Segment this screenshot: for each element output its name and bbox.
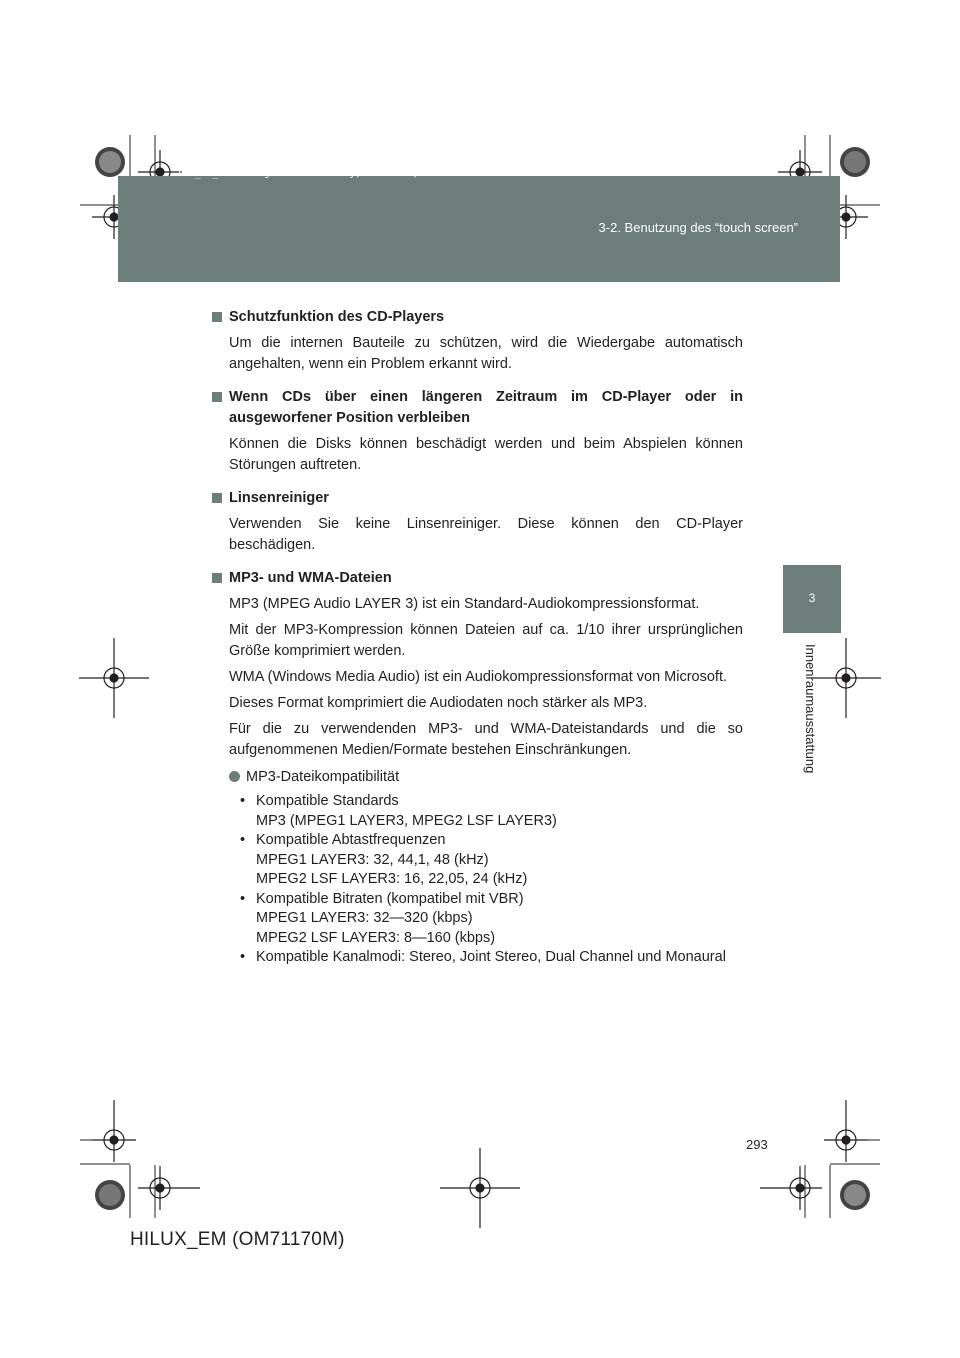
- list-item: • Kompatible Standards MP3 (MPEG1 LAYER3, MPEG2 LSF LAYER3): [240, 793, 557, 829]
- section-heading: Linsenreiniger: [229, 490, 329, 506]
- square-bullet-icon: [212, 493, 222, 503]
- subheading: MP3-Dateikompatibilität: [229, 767, 743, 788]
- footer-code: HILUX_EM (OM71170M): [130, 1229, 345, 1250]
- paragraph: Mit der MP3-Kompression können Dateien auf ca. 1/10 ihrer ursprünglichen Größe komprimiert werden.: [229, 622, 743, 659]
- page-number: 293: [746, 1137, 768, 1152]
- chapter-tab: [783, 565, 841, 633]
- paragraph: Um die internen Bauteile zu schützen, wird die Wiedergabe automatisch angehalten, wenn ein Problem erkannt wird.: [229, 335, 743, 372]
- square-bullet-icon: [212, 573, 222, 583]
- section-title: 3-2. Benutzung des “touch screen”: [598, 220, 798, 235]
- file-stamp: sec_03_02.fm Page 293 Wednesday, March 30, 2011 6:43 PM: [178, 168, 493, 179]
- paragraph: MP3 (MPEG Audio LAYER 3) ist ein Standard-Audiokompressionsformat.: [229, 596, 700, 612]
- paragraph: Für die zu verwendenden MP3- und WMA-Dateistandards und die so aufgenommenen Medien/Formate bestehen Einschränkungen.: [229, 721, 743, 758]
- chapter-number: 3: [808, 591, 816, 605]
- section-heading: Wenn CDs über einen längeren Zeitraum im CD-Player oder in ausgeworfener Position verbleiben: [229, 389, 743, 426]
- section-cd-protection: [212, 307, 743, 375]
- section-heading: Schutzfunktion des CD-Players: [229, 309, 445, 325]
- spec-list: [212, 792, 743, 968]
- square-bullet-icon: [212, 392, 222, 402]
- list-item: • Kompatible Bitraten (kompatibel mit VBR) MPEG1 LAYER3: 32—320 (kbps) MPEG2 LSF LAYER3: 8—160 (kbps): [240, 890, 524, 946]
- section-cds-left-in-player: [212, 387, 743, 476]
- section-mp3-wma: [212, 568, 743, 968]
- list-item: • Kompatible Abtastfrequenzen MPEG1 LAYER3: 32, 44,1, 48 (kHz) MPEG2 LSF LAYER3: 16, 22,05, 24 (kHz): [240, 832, 528, 887]
- main-content: [212, 307, 743, 980]
- paragraph: WMA (Windows Media Audio) ist ein Audiokompressionsformat von Microsoft.: [229, 669, 728, 685]
- list-item: • Kompatible Kanalmodi: Stereo, Joint Stereo, Dual Channel und Monaural: [240, 949, 726, 965]
- paragraph: Verwenden Sie keine Linsenreiniger. Diese können den CD-Player beschädigen.: [229, 516, 743, 553]
- circle-bullet-icon: [229, 771, 240, 782]
- paragraph: Können die Disks können beschädigt werden und beim Abspielen können Störungen auftreten.: [229, 436, 743, 473]
- paragraph: Dieses Format komprimiert die Audiodaten noch stärker als MP3.: [229, 695, 648, 711]
- section-heading: MP3- und WMA-Dateien: [229, 570, 392, 586]
- chapter-name: Innenraumausstattung: [803, 644, 818, 774]
- section-lens-cleaner: [212, 488, 743, 556]
- square-bullet-icon: [212, 312, 222, 322]
